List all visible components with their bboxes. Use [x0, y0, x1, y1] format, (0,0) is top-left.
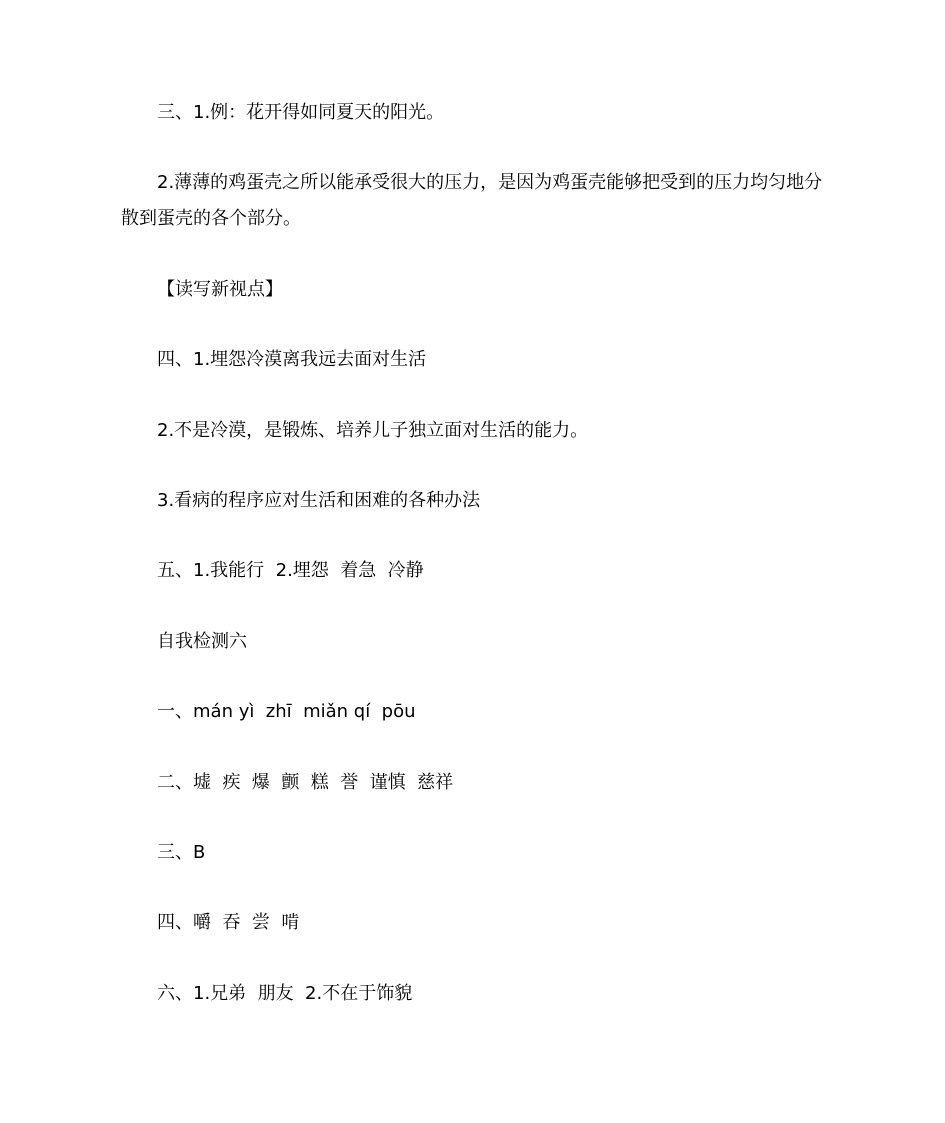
- section-title-self-test: 自我检测六: [157, 631, 247, 652]
- answer-line-1-pinyin: 一、mán yì zhī miǎn qí pōu: [157, 701, 416, 722]
- answer-line-3-choice: 三、B: [157, 842, 206, 863]
- answer-line-6: 六、1.兄弟 朋友 2.不在于饰貌: [157, 983, 413, 1004]
- answer-line-3-2-continued: 散到蛋壳的各个部分。: [121, 208, 301, 229]
- answer-line-5: 五、1.我能行 2.埋怨 着急 冷静: [157, 560, 424, 581]
- answer-line-4-1: 四、1.埋怨冷漠离我远去面对生活: [157, 349, 427, 370]
- answer-line-4-verbs: 四、嚼 吞 尝 啃: [157, 912, 300, 933]
- answer-line-4-2: 2.不是冷漠，是锻炼、培养儿子独立面对生活的能力。: [157, 420, 589, 441]
- answer-line-3-1: 三、1.例：花开得如同夏天的阳光。: [157, 102, 445, 123]
- answer-line-4-3: 3.看病的程序应对生活和困难的各种办法: [157, 490, 481, 511]
- section-heading: 【读写新视点】: [157, 279, 283, 300]
- answer-line-2-characters: 二、墟 疾 爆 颤 糕 誉 谨慎 慈祥: [157, 772, 454, 793]
- answer-line-3-2: 2.薄薄的鸡蛋壳之所以能承受很大的压力，是因为鸡蛋壳能够把受到的压力均匀地分: [157, 172, 823, 193]
